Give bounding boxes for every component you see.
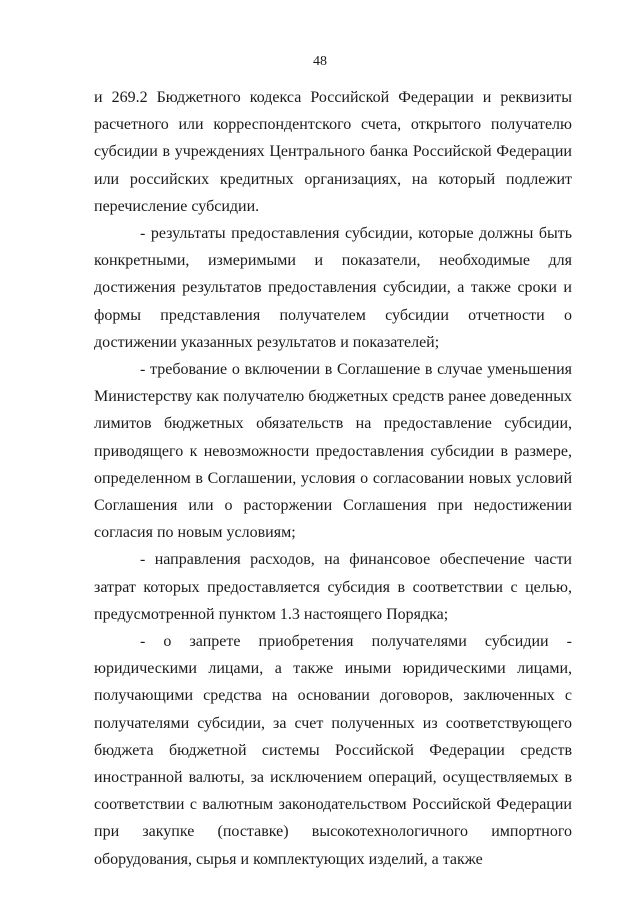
page-number: 48 (313, 54, 327, 69)
paragraph-expenses: - направления расходов, на финансовое обеспечение части затрат которых предоставляется субсидия в соответствии с целью, предусмотренной пунктом 1.3 настоящего Порядка; (94, 551, 572, 623)
paragraph-requirement: - требование о включении в Соглашение в случае уменьшения Министерству как получателю бюджетных средств ранее доведенных лимитов бюджетных обязательств на предоставление субсидии, приводящего к невозможности предоставления субсидии в размере, определенном в Соглашении, условия о согласовании новых условий Соглашения или о расторжении Соглашения при недостижении согласия по новым условиям; (94, 361, 572, 542)
document-body (94, 84, 572, 873)
paragraph-prohibition: - о запрете приобретения получателями субсидии - юридическими лицами, а также иными юридическими лицами, получающими средства на основании договоров, заключенных с получателями субсидии, за счет полученных из соответствующего бюджета бюджетной системы Российской Федерации средств иностранной валюты, за исключением операций, осуществляемых в соответствии с валютным законодательством Российской Федерации при закупке (поставке) высокотехнологичного импортного оборудования, сырья и комплектующих изделий, а также (94, 633, 572, 868)
paragraph-continuation: и 269.2 Бюджетного кодекса Российской Федерации и реквизиты расчетного или корреспондентского счета, открытого получателю субсидии в учреждениях Центрального банка Российской Федерации или российских кредитных организациях, на который подлежит перечисление субсидии. (94, 89, 572, 215)
paragraph-results: - результаты предоставления субсидии, которые должны быть конкретными, измеримыми и показатели, необходимые для достижения результатов предоставления субсидии, а также сроки и формы представления получателем субсидии отчетности о достижении указанных результатов и показателей; (94, 225, 572, 351)
